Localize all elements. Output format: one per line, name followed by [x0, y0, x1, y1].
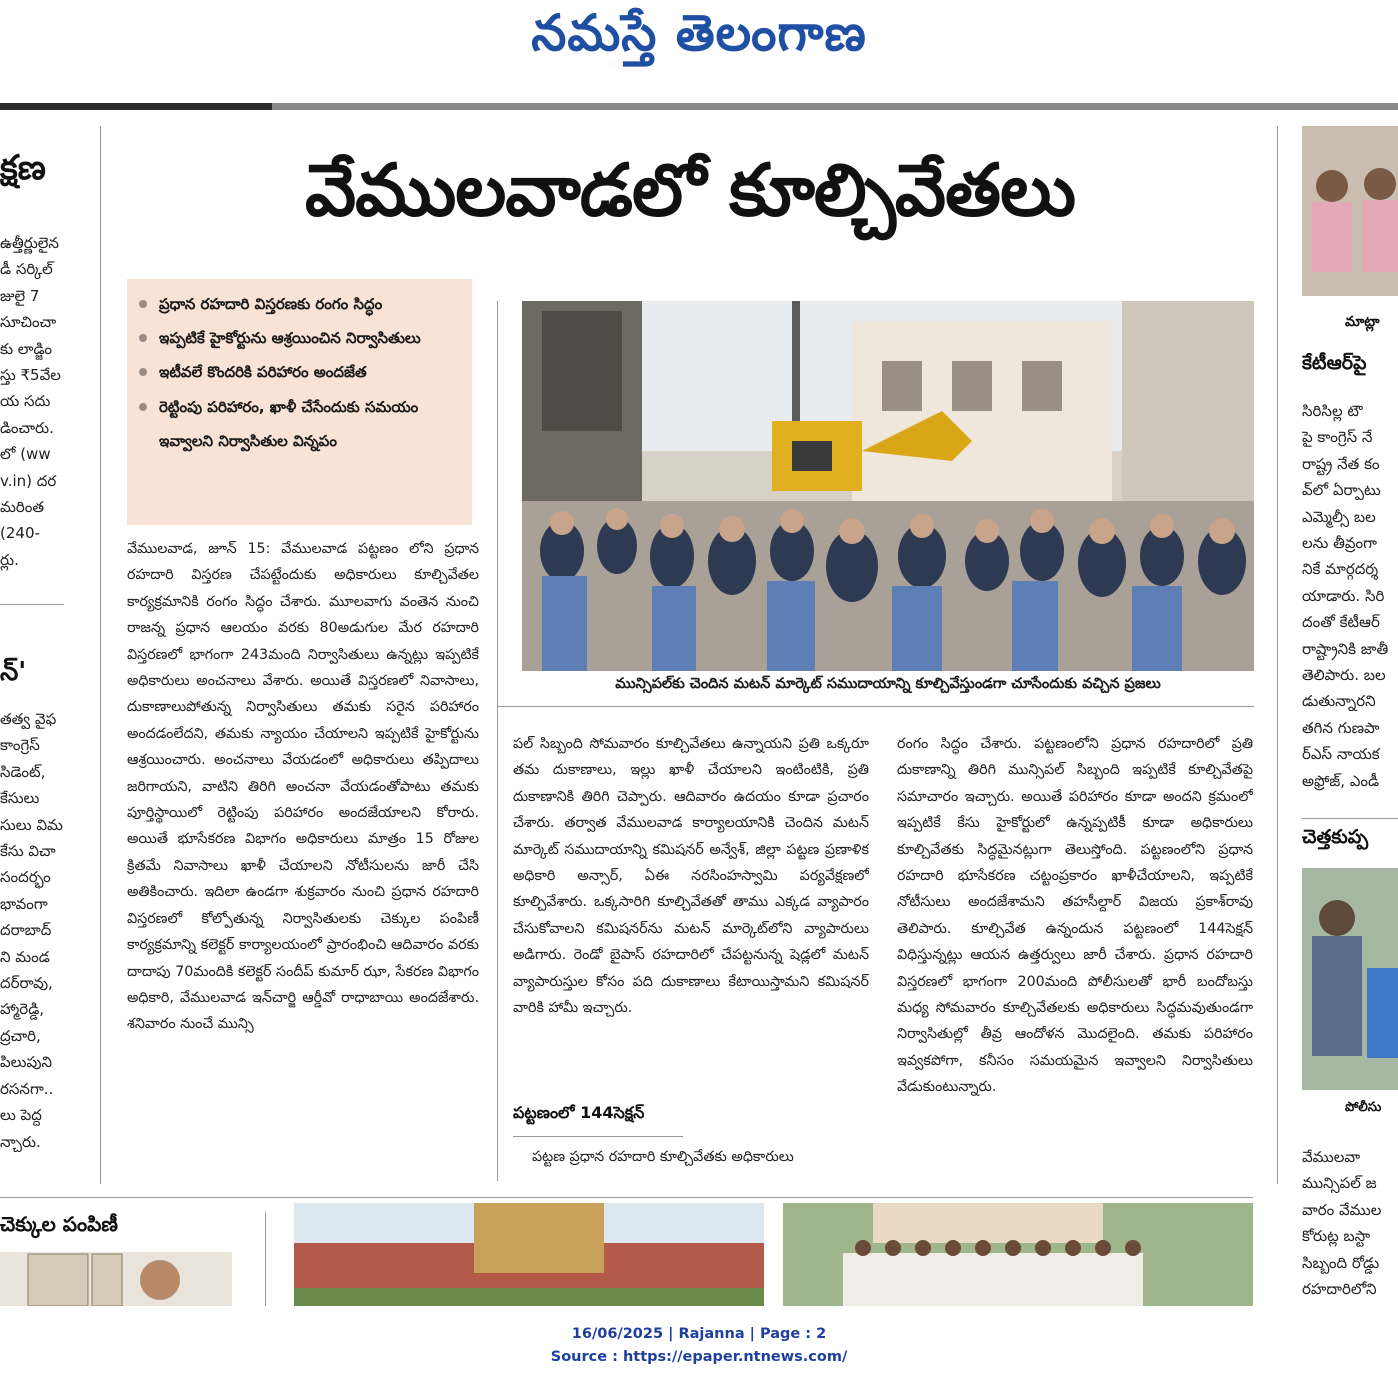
- left-strip-text-2: [0, 706, 68, 1155]
- section-subhead: పట్టణంలో 144సెక్షన్: [513, 1103, 645, 1122]
- strip-line: సిరిసిల్ల టౌ: [1302, 402, 1363, 420]
- column-divider-right: [1277, 126, 1278, 1184]
- masthead-rule-grey: [272, 103, 1398, 110]
- right-strip-text-2: [1302, 1144, 1398, 1302]
- bullet-dot-icon: [139, 300, 147, 308]
- right-photo-middle-caption: పోలీసు: [1345, 1100, 1382, 1115]
- strip-line: కేసులు: [0, 789, 40, 808]
- strip-line: లను తీవ్రంగా: [1302, 534, 1377, 553]
- strip-line: దంతో కేటీఆర్: [1302, 613, 1380, 632]
- highlight-text: ఇప్పటికే హైకోర్టును ఆశ్రయించిన నిర్వాసితులు: [159, 329, 421, 348]
- strip-line: భావంగా: [0, 894, 48, 913]
- highlight-text: ప్రధాన రహదారి విస్తరణకు రంగం సిద్ధం: [159, 295, 383, 313]
- right-strip-heading: కేటీఆర్‌పై: [1302, 352, 1367, 374]
- demolition-photo-illustration: [522, 301, 1254, 671]
- collectorate-photo-illustration: [294, 1203, 764, 1306]
- right-strip-divider: [1302, 818, 1398, 819]
- strip-line: హ్మారెడ్డి,: [0, 1000, 45, 1019]
- article-paragraph: వేములవాడ, జూన్ 15: వేములవాడ పట్టణం లోని ప్రధాన రహదారి విస్తరణ చేపట్టేందుకు అధికారులు కూల్చివేతల కార్యక్రమానికి రంగం సిద్ధం చేశారు. మూలవాగు వంతెన నుంచి రాజన్న ప్రధాన ఆలయం వరకు 80అడుగుల మేర రహదారి విస్తరణలో భాగంగా 243మంది నిర్వాసితులు ఉన్నట్లు ఇప్పటికే అధికారులు అంచనాలు వేశారు. అయితే విస్తరణలో నివాసాలు, దుకాణాలుపోతున్న నిర్వాసితులు తమకు సరైన పరిహారం అందడంలేదని, తమకు న్యాయం చేయాలని ఇప్పటికే హైకోర్టును ఆశ్రయించారు. అంచనాలు వేయడంలో అధికారులు తప్పిదాలు జరిగాయని, వాటిని తిరిగి అంచనా వేయడంతోపాటు తమకు పూర్తిస్థాయిలో రెట్టింపు పరిహారం అందజేయాలని కోరారు. అయితే భూసేకరణ విభాగం అధికారులు మాత్రం 15 రోజుల క్రితమే నివాసాలు ఖాళీ చేయాలని నోటీసులను జారీ చేసి అతికించారు. ఇదిలా ఉండగా శుక్రవారం నుంచి ప్రధాన రహదారి విస్తరణలో కోల్పోతున్న నిర్వాసితులకు చెక్కుల పంపిణీ కార్యక్రమాన్ని కలెక్టర్ కార్యాలయంలో ప్రారంభించి ఆదివారం వరకు దాదాపు 70మందికి కలెక్టర్ సందీప్ కుమార్ ఝా, సేకరణ విభాగం అధికారి, వేములవాడ ఇన్‌చార్జి ఆర్డీవో రాధాబాయి అందజేశారు. శనివారం నుంచే మున్సి: [127, 541, 479, 1033]
- strip-line: డుతున్నారని: [1302, 692, 1376, 711]
- strip-line: ర్లు.: [0, 550, 19, 569]
- masthead-title: నమస్తే తెలంగాణ: [531, 4, 867, 62]
- strip-line: మరింత: [0, 498, 45, 517]
- strip-line: కోరుట్ల బస్టా: [1302, 1227, 1371, 1246]
- strip-line: రహదారిలోని: [1302, 1280, 1377, 1299]
- strip-line: తెలిపారు. బల: [1302, 666, 1386, 685]
- highlight-item: [139, 390, 462, 458]
- highlight-text: రెట్టింపు పరిహారం, ఖాళీ చేసేందుకు సమయం ఇవ్వాలని నిర్వాసితుల విన్నపం: [159, 397, 419, 450]
- bottom-left-photo: [0, 1252, 232, 1306]
- strip-line: రాష్ట్ర నేత కం: [1302, 454, 1380, 473]
- strip-line: నికే మార్గదర్శ: [1302, 560, 1379, 579]
- strip-line: వేములవా: [1302, 1148, 1361, 1166]
- column-divider-left: [100, 126, 101, 1184]
- article-column-2: [513, 731, 869, 1091]
- strip-line: సిడెంట్,: [0, 762, 46, 781]
- bottom-left-heading: చెక్కుల పంపిణీ: [0, 1212, 118, 1236]
- strip-line: జులై 7: [0, 286, 40, 305]
- article-column-2-continued: పట్టణ ప్రధాన రహదారి కూల్చివేతకు అధికారులు: [532, 1149, 794, 1165]
- strip-line: రసనగా..: [0, 1079, 54, 1098]
- strip-line: న్చారు.: [0, 1132, 41, 1151]
- bottom-photo-group: [783, 1203, 1253, 1306]
- left-strip-heading: క్షణ: [0, 148, 46, 188]
- left-strip-heading-2: న్': [0, 657, 27, 687]
- strip-line: కేసు విచా: [0, 842, 56, 861]
- caption-divider: [497, 706, 1254, 707]
- strip-line: డించారు.: [0, 418, 54, 437]
- strip-line: కు లాడ్జిం: [0, 339, 52, 358]
- footer-date-line: 16/06/2025 | Rajanna | Page : 2: [571, 1326, 827, 1342]
- article-paragraph: రంగం సిద్ధం చేశారు. పట్టణంలోని ప్రధాన రహదారిలో ప్రతి దుకాణాన్ని తిరిగి మున్సిపల్ సిబ్బంది ఇప్పటికే కూల్చివేతపై సమాచారం ఇచ్చారు. అయితే పరిహారం కూడా అందని క్రమంలో ఇప్పటికే కేసు హైకోర్టులో ఉన్నప్పటికీ కూడా అధికారులు కూల్చివేతకు సిద్ధమైనట్లుగా తెలుస్తోంది. పట్టణంలోని ప్రధాన రహదారి భూసేకరణ చట్టంప్రకారం ఖాళీచేయాలని, ఇప్పటికే నోటీసులు అందజేశామని తహసీల్దార్ విజయ ప్రకాశ్‌రావు తెలిపారు. కూల్చివేత ఉన్నందున పట్టణంలో 144సెక్షన్ విధిస్తున్నట్లు ఆయన ఉత్తర్వులు జారీ చేశారు. ప్రధాన రహదారి విస్తరణలో భాగంగా 200మంది పోలీసులతో భారీ బందోబస్తు మధ్య సోమవారం కూల్చివేతలకు అధికారులు సిద్ధమవుతుండగా నిర్వాసితుల్లో తీవ్ర ఆందోళన మొదలైంది. తమకు పరిహారం ఇవ్వకపోగా, కనీసం సమయమైన ఇవ్వాలని నిర్వాసితులు వేడుకుంటున్నారు.: [897, 736, 1253, 1096]
- main-headline: వేములవాడలో కూల్చివేతలు: [304, 148, 1076, 232]
- bullet-dot-icon: [139, 368, 147, 376]
- strip-line: వ్‌లో ఏర్పాటు: [1302, 481, 1381, 500]
- highlights-box: [127, 279, 472, 525]
- highlight-item: [139, 355, 462, 389]
- right-photo-middle: [1302, 868, 1398, 1090]
- strip-line: మున్సిపల్ జ: [1302, 1174, 1377, 1193]
- strip-line: సందర్భం: [0, 868, 51, 887]
- highlight-text: ఇటీవలే కొందరికి పరిహారం అందజేత: [159, 363, 367, 382]
- highlight-item: [139, 287, 462, 321]
- left-strip-text-1: [0, 230, 68, 573]
- strip-line: య సదు: [0, 392, 51, 411]
- bottom-divider-1: [265, 1212, 266, 1306]
- cheque-distribution-photo-illustration: [0, 1252, 232, 1306]
- article-column-1: [127, 536, 479, 1181]
- right-photo-caption: మాట్లా: [1345, 314, 1380, 330]
- highlights-list: [139, 287, 462, 458]
- strip-line: తగిన గుణపా: [1302, 718, 1380, 737]
- strip-line: కాంగ్రెస్: [0, 736, 40, 755]
- strip-line: సూచించా: [0, 313, 57, 332]
- strip-line: పై కాంగ్రెస్ నే: [1302, 428, 1373, 447]
- people-photo-illustration: [1302, 126, 1398, 296]
- strip-line: రాష్ట్రానికి జాతీ: [1302, 639, 1389, 658]
- strip-line: దరాబాద్: [0, 921, 52, 940]
- bullet-dot-icon: [139, 334, 147, 342]
- article-paragraph: పల్ సిబ్బంది సోమవారం కూల్చివేతలు ఉన్నాయని ప్రతి ఒక్కరూ తమ దుకాణాలు, ఇల్లు ఖాళీ చేయాలని ఇంటింటికి, ప్రతి దుకాణానికి తిరిగి చెప్పారు. ఆదివారం ఉదయం కూడా ప్రచారం చేశారు. తర్వాత వేములవాడ కార్యాలయానికి చెందిన మటన్ మార్కెట్ సముదాయాన్ని కమిషనర్ అన్వేశ్, జిల్లా పట్టణ ప్రణాళిక అధికారి అన్సార్, ఏఈ నరసింహస్వామి పర్యవేక్షణలో కూల్చివేశారు. ఒక్కసారిగి కూల్చివేతతో తాము ఎక్కడ వ్యాపారం చేసుకోవాలని కమిషనర్‌ను మటన్ మార్కెట్‌లోని వ్యాపారులు అడిగారు. రెండో బైపాస్ రహదారిలో చేపట్టనున్న షెడ్లలో మటన్ వ్యాపారుస్తుల కోసం పది దుకాణాలు కేటాయిస్తామని కమిషనర్ వారికి హామీ ఇచ్చారు.: [513, 736, 869, 1017]
- strip-line: సిబ్బంది రోడ్డు: [1302, 1253, 1380, 1272]
- right-photo-top: [1302, 126, 1398, 296]
- bottom-divider: [0, 1197, 1253, 1198]
- strip-line: v.in) దర: [0, 471, 57, 490]
- strip-line: సులు విమ: [0, 815, 63, 834]
- highlight-item: [139, 321, 462, 355]
- strip-line: యాడారు. సిరి: [1302, 586, 1385, 605]
- news-photo: [522, 301, 1254, 671]
- strip-line: అఫ్రోజ్, ఎండీ: [1302, 771, 1380, 790]
- footer-source-line: Source : https://epaper.ntnews.com/: [550, 1349, 848, 1365]
- strip-line: స్తు ₹5వేల: [0, 366, 61, 385]
- strip-line: వారం వేముల: [1302, 1200, 1382, 1219]
- strip-line: ఎమ్మెల్సీ బల: [1302, 507, 1376, 526]
- photo-caption: మున్సిపల్‌కు చెందిన మటన్ మార్కెట్ సముదాయాన్ని కూల్చివేస్తుండగా చూసేందుకు వచ్చిన ప్రజలు: [615, 676, 1161, 692]
- strip-line: ద్రచారి,: [0, 1026, 41, 1045]
- strip-line: తత్వ వైఫ: [0, 710, 57, 728]
- strip-line: లో (ww: [0, 445, 51, 464]
- garbage-photo-illustration: [1302, 868, 1398, 1090]
- strip-line: దర్‌రావు,: [0, 974, 53, 993]
- right-strip-heading-2: చెత్తకుప్ప: [1302, 826, 1369, 848]
- strip-line: డీ సర్కిల్: [0, 260, 53, 279]
- page-footer: [0, 1323, 1398, 1369]
- strip-line: లు పెద్ద: [0, 1106, 42, 1125]
- bottom-photo-collectorate: [294, 1203, 764, 1306]
- column-divider-1: [497, 301, 498, 1181]
- strip-line: పిలుపుని: [0, 1053, 52, 1072]
- strip-line: (240-: [0, 524, 40, 543]
- group-photo-illustration: [783, 1203, 1253, 1306]
- right-strip-text-1: [1302, 398, 1398, 794]
- subhead-underline: [513, 1136, 683, 1137]
- bullet-dot-icon: [139, 403, 147, 411]
- left-strip-divider: [0, 604, 64, 605]
- strip-line: ఉత్తీర్ణులైన: [0, 234, 59, 252]
- strip-line: ని మండ: [0, 947, 50, 966]
- strip-line: ర్‌ఎస్ నాయక: [1302, 745, 1380, 764]
- masthead-rule-dark: [0, 103, 272, 110]
- article-column-3: [897, 731, 1253, 1176]
